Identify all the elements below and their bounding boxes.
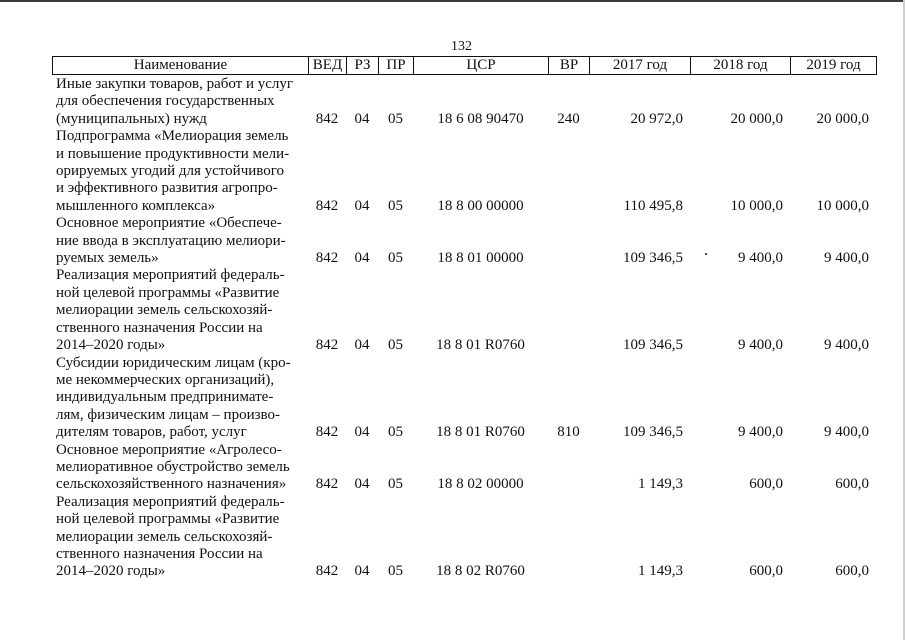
cell-y2019: 9 400,0	[824, 424, 869, 441]
table-row	[52, 355, 876, 442]
cell-y2018: 600,0	[749, 476, 783, 493]
row-name-line: ственного назначения России на	[56, 545, 263, 562]
cell-pr: 05	[388, 337, 403, 354]
header-2017: 2017 год	[590, 57, 691, 75]
cell-pr: 05	[388, 110, 403, 127]
cell-rz: 04	[354, 250, 370, 267]
cell-ved: 842	[315, 250, 339, 267]
cell-pr: 05	[388, 250, 403, 267]
table-row	[52, 267, 876, 354]
cell-pr: 05	[388, 476, 403, 493]
row-name	[52, 76, 308, 128]
row-name	[52, 355, 308, 442]
row-name	[52, 128, 308, 215]
header-rz: РЗ	[347, 57, 379, 75]
cell-y2019: 20 000,0	[816, 110, 869, 127]
row-name	[52, 267, 308, 354]
cell-rz: 04	[354, 563, 370, 580]
cell-y2018: 9 400,0	[738, 250, 783, 267]
row-name	[52, 215, 308, 267]
cell-csr: 18 8 00 00000	[437, 197, 524, 214]
row-name-line: сельскохозяйственного назначения»	[56, 476, 287, 493]
row-name-line: Подпрограмма «Мелиорация земель	[56, 128, 289, 145]
row-name-line: Основное мероприятие «Агролесо-	[56, 441, 282, 458]
cell-y2018: 9 400,0	[738, 424, 783, 441]
table-row	[52, 76, 876, 128]
row-name	[52, 494, 308, 581]
row-name-line: и эффективного развития агропро-	[56, 180, 278, 197]
row-name-line: для обеспечения государственных	[56, 93, 275, 110]
cell-csr: 18 6 08 90470	[437, 110, 524, 127]
header-2019: 2019 год	[791, 57, 877, 75]
cell-y2017: 20 972,0	[630, 110, 683, 127]
table-header	[52, 56, 877, 75]
cell-ved: 842	[315, 563, 339, 580]
row-name-line: мелиоративное обустройство земель	[56, 458, 290, 475]
cell-y2018: 600,0	[749, 563, 783, 580]
cell-csr: 18 8 01 00000	[437, 250, 524, 267]
table-row	[52, 128, 876, 215]
row-name-line: Реализация мероприятий федераль-	[56, 493, 285, 510]
cell-y2017: 1 149,3	[638, 476, 683, 493]
header-ved: ВЕД	[309, 57, 347, 75]
cell-y2018: 20 000,0	[730, 110, 783, 127]
cell-rz: 04	[354, 110, 370, 127]
cell-y2019: 9 400,0	[824, 337, 869, 354]
cell-ved: 842	[315, 110, 339, 127]
row-name-line: и повышение продуктивности мели-	[56, 145, 290, 162]
row-name-line: ние ввода в эксплуатацию мелиори-	[56, 232, 286, 249]
cell-y2019: 600,0	[835, 476, 869, 493]
cell-ved: 842	[315, 337, 339, 354]
table-body	[52, 76, 876, 581]
row-name-line: ной целевой программы «Развитие	[56, 284, 280, 301]
cell-y2019: 10 000,0	[816, 197, 869, 214]
row-name-line: орируемых угодий для устойчивого	[56, 163, 285, 180]
row-name	[52, 442, 308, 494]
cell-y2017: 1 149,3	[638, 563, 683, 580]
cell-rz: 04	[354, 476, 370, 493]
row-name-line: руемых земель»	[56, 250, 159, 267]
table-row	[52, 442, 876, 494]
header-vr: ВР	[549, 57, 590, 75]
cell-pr: 05	[388, 424, 403, 441]
row-name-line: 2014–2020 годы»	[56, 337, 166, 354]
row-name-line: 2014–2020 годы»	[56, 563, 166, 580]
header-csr: ЦСР	[414, 57, 549, 75]
row-name-line: мелиорации земель сельскохозяй-	[56, 302, 273, 319]
header-2018: 2018 год	[691, 57, 791, 75]
cell-csr: 18 8 01 R0760	[436, 424, 525, 441]
row-name-line: ственного назначения России на	[56, 319, 263, 336]
row-name-line: мелиорации земель сельскохозяй-	[56, 528, 273, 545]
cell-y2018: 10 000,0	[730, 197, 783, 214]
cell-y2017: 110 495,8	[623, 197, 683, 214]
row-name-line: дителям товаров, работ, услуг	[56, 424, 247, 441]
page-number: 132	[451, 39, 472, 54]
cell-csr: 18 8 02 R0760	[436, 563, 525, 580]
cell-vr: 810	[557, 424, 580, 441]
cell-rz: 04	[354, 337, 370, 354]
header-pr: ПР	[379, 57, 414, 75]
row-name-line: мышленного комплекса»	[56, 197, 216, 214]
row-name-line: ной целевой программы «Развитие	[56, 511, 280, 528]
row-name-line: Субсидии юридическим лицам (кро-	[56, 354, 291, 371]
cell-y2019: 9 400,0	[824, 250, 869, 267]
row-name-line: Основное мероприятие «Обеспече-	[56, 215, 282, 232]
scan-top-border	[0, 0, 905, 2]
cell-ved: 842	[315, 476, 339, 493]
cell-vr: 240	[557, 110, 580, 127]
cell-rz: 04	[354, 197, 370, 214]
cell-csr: 18 8 01 R0760	[436, 337, 525, 354]
row-name-line: ме некоммерческих организаций),	[56, 371, 275, 388]
cell-csr: 18 8 02 00000	[437, 476, 524, 493]
cell-y2019: 600,0	[835, 563, 869, 580]
row-name-line: Реализация мероприятий федераль-	[56, 267, 285, 284]
cell-y2017: 109 346,5	[623, 250, 683, 267]
cell-pr: 05	[388, 197, 403, 214]
row-name-line: (муниципальных) нужд	[56, 110, 207, 127]
cell-rz: 04	[354, 424, 370, 441]
cell-y2018: 9 400,0	[738, 337, 783, 354]
cell-y2017: 109 346,5	[623, 337, 683, 354]
cell-y2017: 109 346,5	[623, 424, 683, 441]
row-name-line: Иные закупки товаров, работ и услуг	[56, 76, 294, 92]
cell-ved: 842	[315, 197, 339, 214]
table-row	[52, 494, 876, 581]
scan-speck	[705, 253, 707, 255]
cell-ved: 842	[315, 424, 339, 441]
cell-pr: 05	[388, 563, 403, 580]
row-name-line: индивидуальным предпринимате-	[56, 389, 274, 406]
row-name-line: лям, физическим лицам – произво-	[56, 406, 281, 423]
table-row	[52, 215, 876, 267]
header-name: Наименование	[53, 57, 309, 75]
